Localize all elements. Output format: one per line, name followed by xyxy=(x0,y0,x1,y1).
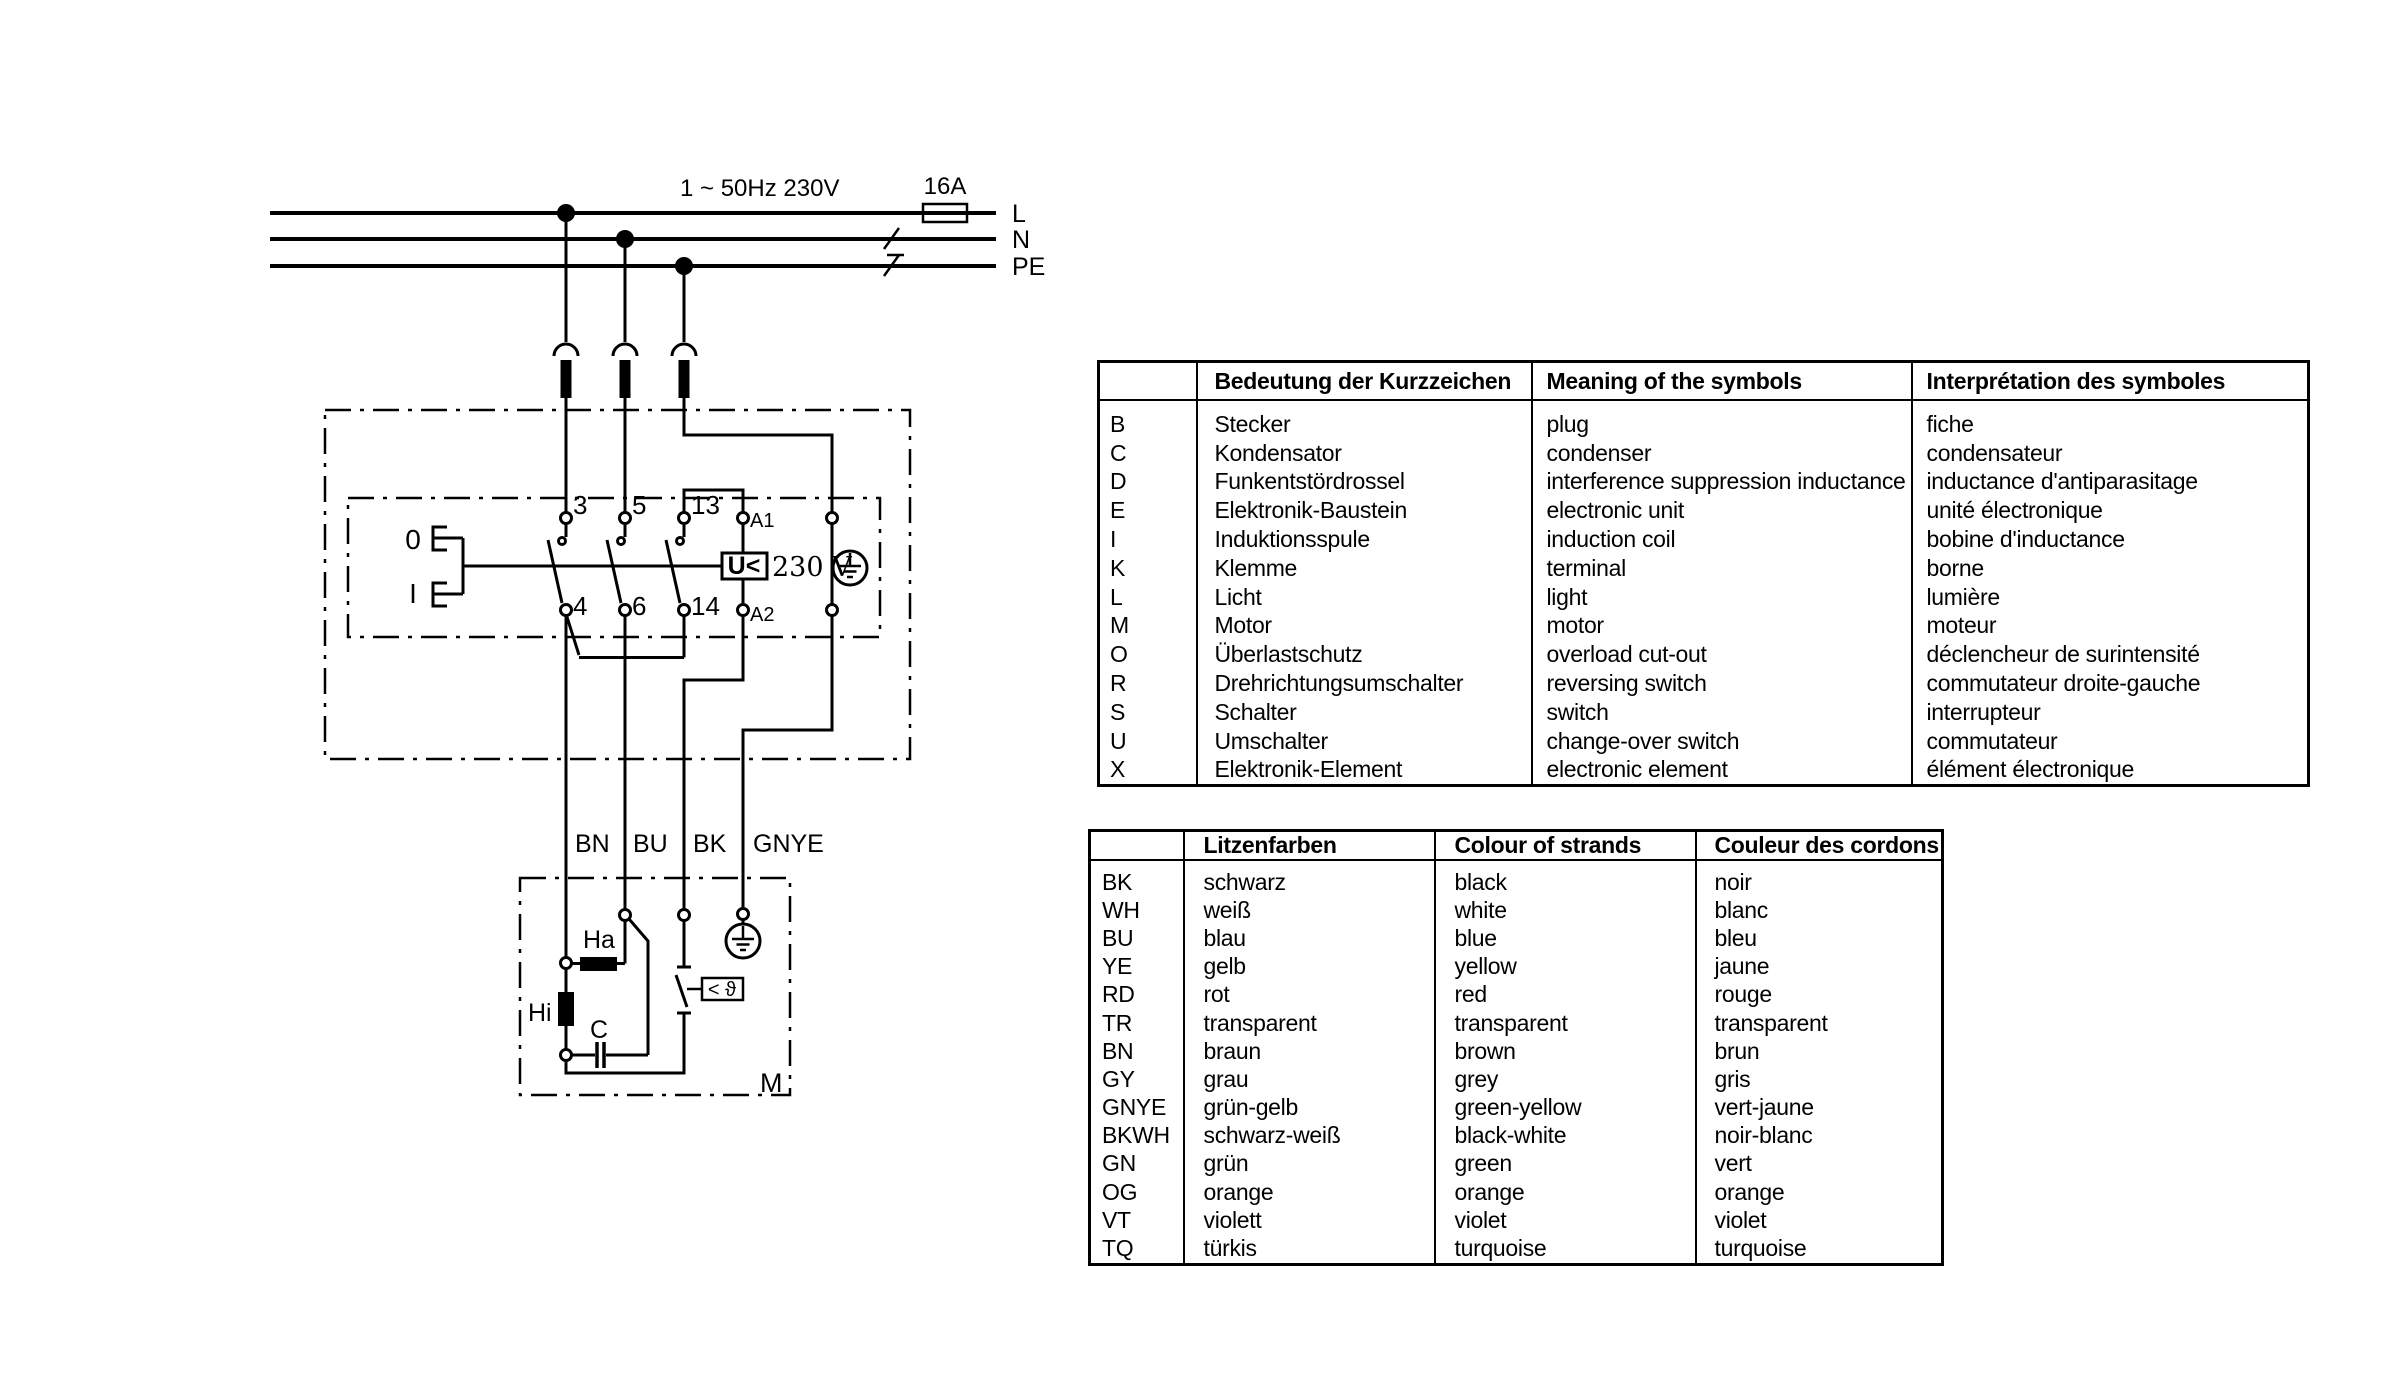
table-cell: gelb xyxy=(1184,953,1435,981)
table-row xyxy=(1090,1094,1943,1122)
colors-header-french: Couleur des cordons xyxy=(1696,831,1943,861)
table-cell: blue xyxy=(1435,924,1696,952)
table-cell: motor xyxy=(1532,612,1912,641)
table-cell: Drehrichtungsumschalter xyxy=(1197,669,1532,698)
table-cell: turquoise xyxy=(1435,1234,1696,1264)
table-cell: turquoise xyxy=(1696,1234,1943,1264)
table-row xyxy=(1090,1150,1943,1178)
table-row xyxy=(1090,981,1943,1009)
table-cell: jaune xyxy=(1696,953,1943,981)
table-cell: L xyxy=(1110,583,1123,610)
table-row xyxy=(1090,953,1943,981)
table-cell: Kondensator xyxy=(1197,439,1532,468)
table-cell: overload cut-out xyxy=(1532,640,1912,669)
table-cell: GY xyxy=(1102,1065,1135,1092)
table-cell: schwarz-weiß xyxy=(1184,1122,1435,1150)
table-cell: commutateur droite-gauche xyxy=(1912,669,2309,698)
colors-header-english: Colour of strands xyxy=(1435,831,1696,861)
table-cell: Umschalter xyxy=(1197,727,1532,756)
table-cell: O xyxy=(1110,641,1128,668)
thermal-contact xyxy=(676,921,743,1014)
table-cell: bobine d'inductance xyxy=(1912,525,2309,554)
table-cell: braun xyxy=(1184,1037,1435,1065)
table-cell: transparent xyxy=(1696,1009,1943,1037)
table-cell: noir xyxy=(1696,860,1943,896)
table-cell: commutateur xyxy=(1912,727,2309,756)
table-cell: brown xyxy=(1435,1037,1696,1065)
table-cell: U xyxy=(1110,727,1127,754)
table-cell: TQ xyxy=(1102,1235,1134,1262)
table-cell: GN xyxy=(1102,1150,1136,1177)
table-row xyxy=(1090,1065,1943,1093)
table-cell: vert-jaune xyxy=(1696,1094,1943,1122)
table-cell: blau xyxy=(1184,924,1435,952)
terminal-label: A2 xyxy=(750,604,775,626)
supply-label: 1 ~ 50Hz 230V xyxy=(680,175,840,202)
terminal-label: 14 xyxy=(691,591,720,621)
table-row xyxy=(1099,727,2309,756)
table-cell: WH xyxy=(1102,896,1140,923)
table-cell: green-yellow xyxy=(1435,1094,1696,1122)
table-cell: Klemme xyxy=(1197,554,1532,583)
table-row xyxy=(1099,640,2309,669)
table-cell: X xyxy=(1110,756,1126,783)
table-cell: plug xyxy=(1532,400,1912,439)
symbols-legend-table xyxy=(1097,360,2310,787)
table-cell: S xyxy=(1110,698,1126,725)
winding-label: Ha xyxy=(583,926,615,954)
table-row xyxy=(1090,896,1943,924)
line-label-l: L xyxy=(1012,200,1026,228)
table-cell: OG xyxy=(1102,1178,1138,1205)
table-cell: élément électronique xyxy=(1912,756,2309,786)
contact-3-4 xyxy=(548,490,587,621)
table-cell: weiß xyxy=(1184,896,1435,924)
table-cell: violet xyxy=(1435,1206,1696,1234)
table-row xyxy=(1099,525,2309,554)
socket-contact-icon xyxy=(554,344,578,356)
main-winding-ha xyxy=(561,921,626,972)
table-cell: terminal xyxy=(1532,554,1912,583)
table-row xyxy=(1099,669,2309,698)
table-cell: Induktionsspule xyxy=(1197,525,1532,554)
table-cell: noir-blanc xyxy=(1696,1122,1943,1150)
table-cell: vert xyxy=(1696,1150,1943,1178)
fuse-rating: 16A xyxy=(923,173,967,200)
table-cell: Elektronik-Element xyxy=(1197,756,1532,786)
off-button-label: 0 xyxy=(405,524,421,555)
table-cell: fiche xyxy=(1912,400,2309,439)
symbols-header-french: Interprétation des symboles xyxy=(1912,362,2309,401)
table-cell: grün xyxy=(1184,1150,1435,1178)
thermal-label: < ϑ xyxy=(707,979,737,1001)
table-row xyxy=(1099,698,2309,727)
table-cell: grey xyxy=(1435,1065,1696,1093)
colors-header-german: Litzenfarben xyxy=(1184,831,1435,861)
table-cell: BK xyxy=(1102,868,1133,895)
table-cell: orange xyxy=(1435,1178,1696,1206)
table-row xyxy=(1099,554,2309,583)
table-row xyxy=(1090,1234,1943,1264)
table-row xyxy=(1090,860,1943,896)
table-cell: orange xyxy=(1184,1178,1435,1206)
table-cell: condensateur xyxy=(1912,439,2309,468)
table-cell: electronic element xyxy=(1532,756,1912,786)
table-cell: induction coil xyxy=(1532,525,1912,554)
table-cell: grau xyxy=(1184,1065,1435,1093)
table-cell: transparent xyxy=(1184,1009,1435,1037)
table-row xyxy=(1099,468,2309,497)
table-cell: black xyxy=(1435,860,1696,896)
table-cell: E xyxy=(1110,497,1126,524)
winding-label: Hi xyxy=(528,999,552,1027)
table-row xyxy=(1090,1178,1943,1206)
plug-pin-icon xyxy=(561,360,572,398)
table-cell: Funkentstördrossel xyxy=(1197,468,1532,497)
table-cell: Licht xyxy=(1197,583,1532,612)
table-cell: déclencheur de surintensité xyxy=(1912,640,2309,669)
table-cell: Stecker xyxy=(1197,400,1532,439)
table-cell: YE xyxy=(1102,953,1133,980)
symbols-header-row xyxy=(1099,362,2309,401)
wire-label-bk: BK xyxy=(693,830,727,858)
switch-unit-wiring xyxy=(566,616,832,959)
table-cell: lumière xyxy=(1912,583,2309,612)
table-cell: bleu xyxy=(1696,924,1943,952)
table-cell: violet xyxy=(1696,1206,1943,1234)
table-cell: K xyxy=(1110,554,1126,581)
table-row xyxy=(1099,496,2309,525)
table-cell: white xyxy=(1435,896,1696,924)
table-cell: Überlastschutz xyxy=(1197,640,1532,669)
symbols-header-abbr xyxy=(1099,362,1197,401)
colors-header-abbr xyxy=(1090,831,1184,861)
table-cell: BN xyxy=(1102,1037,1134,1064)
table-cell: BU xyxy=(1102,924,1134,951)
undervoltage-symbol: U< xyxy=(727,552,761,580)
terminal-label: 13 xyxy=(691,490,720,520)
contact-13-14 xyxy=(666,490,720,621)
table-cell: C xyxy=(1110,439,1127,466)
terminal-label: 6 xyxy=(632,591,647,621)
wire-label-gnye: GNYE xyxy=(753,830,824,858)
table-cell: rot xyxy=(1184,981,1435,1009)
table-cell: reversing switch xyxy=(1532,669,1912,698)
socket-contact-icon xyxy=(672,344,696,356)
colors-header-row xyxy=(1090,831,1943,861)
plug-pin-icon xyxy=(679,360,690,398)
contact-5-6 xyxy=(607,490,646,621)
table-cell: türkis xyxy=(1184,1234,1435,1264)
table-row xyxy=(1099,583,2309,612)
table-cell: D xyxy=(1110,468,1127,495)
wire-label-bu: BU xyxy=(633,830,668,858)
table-row xyxy=(1090,924,1943,952)
table-cell: green xyxy=(1435,1150,1696,1178)
table-cell: borne xyxy=(1912,554,2309,583)
motor-label: M xyxy=(760,1068,783,1098)
table-cell: I xyxy=(1110,526,1117,553)
symbols-header-german: Bedeutung der Kurzzeichen xyxy=(1197,362,1532,401)
capacitor-label: C xyxy=(590,1016,609,1044)
table-cell: Schalter xyxy=(1197,698,1532,727)
aux-winding-hi xyxy=(528,969,574,1061)
table-cell: black-white xyxy=(1435,1122,1696,1150)
table-cell: transparent xyxy=(1435,1009,1696,1037)
voltage-label: 230 V xyxy=(772,552,852,583)
table-row xyxy=(1099,439,2309,468)
table-cell: B xyxy=(1110,410,1126,437)
table-cell: Motor xyxy=(1197,612,1532,641)
table-cell: change-over switch xyxy=(1532,727,1912,756)
plug-connector xyxy=(554,213,832,513)
table-cell: M xyxy=(1110,612,1129,639)
table-cell: unité électronique xyxy=(1912,496,2309,525)
line-label-pe: PE xyxy=(1012,253,1046,281)
table-cell: schwarz xyxy=(1184,860,1435,896)
table-row xyxy=(1099,756,2309,786)
wire-label-bn: BN xyxy=(575,830,610,858)
terminal-label: 4 xyxy=(573,591,588,621)
strand-labels xyxy=(575,830,824,858)
motor-box xyxy=(520,878,790,1095)
table-cell: light xyxy=(1532,583,1912,612)
table-cell: violett xyxy=(1184,1206,1435,1234)
table-cell: red xyxy=(1435,981,1696,1009)
table-cell: yellow xyxy=(1435,953,1696,981)
terminal-label: A1 xyxy=(750,510,775,532)
motor-earth-symbol-icon xyxy=(726,920,760,959)
table-cell: VT xyxy=(1102,1206,1131,1233)
table-cell: switch xyxy=(1532,698,1912,727)
on-button-label: I xyxy=(409,578,417,609)
table-row xyxy=(1090,1122,1943,1150)
table-cell: rouge xyxy=(1696,981,1943,1009)
table-cell: inductance d'antiparasitage xyxy=(1912,468,2309,497)
table-cell: TR xyxy=(1102,1009,1133,1036)
table-cell: blanc xyxy=(1696,896,1943,924)
table-row xyxy=(1090,1206,1943,1234)
table-cell: R xyxy=(1110,670,1127,697)
line-break-marks xyxy=(884,228,904,276)
table-cell: brun xyxy=(1696,1037,1943,1065)
strand-colours-table xyxy=(1088,829,1944,1266)
table-cell: interrupteur xyxy=(1912,698,2309,727)
plug-pin-icon xyxy=(620,360,631,398)
terminal-label: 3 xyxy=(573,490,588,520)
table-cell: grün-gelb xyxy=(1184,1094,1435,1122)
table-cell: GNYE xyxy=(1102,1094,1166,1121)
line-label-n: N xyxy=(1012,226,1031,254)
table-row xyxy=(1090,1009,1943,1037)
table-row xyxy=(1099,400,2309,439)
table-cell: Elektronik-Baustein xyxy=(1197,496,1532,525)
table-cell: electronic unit xyxy=(1532,496,1912,525)
table-cell: orange xyxy=(1696,1178,1943,1206)
terminal-label: 5 xyxy=(632,490,647,520)
socket-contact-icon xyxy=(613,344,637,356)
table-cell: condenser xyxy=(1532,439,1912,468)
table-cell: BKWH xyxy=(1102,1122,1170,1149)
symbols-header-english: Meaning of the symbols xyxy=(1532,362,1912,401)
table-cell: interference suppression inductance xyxy=(1532,468,1912,497)
table-cell: moteur xyxy=(1912,612,2309,641)
table-cell: gris xyxy=(1696,1065,1943,1093)
table-row xyxy=(1090,1037,1943,1065)
table-row xyxy=(1099,612,2309,641)
table-cell: RD xyxy=(1102,981,1135,1008)
